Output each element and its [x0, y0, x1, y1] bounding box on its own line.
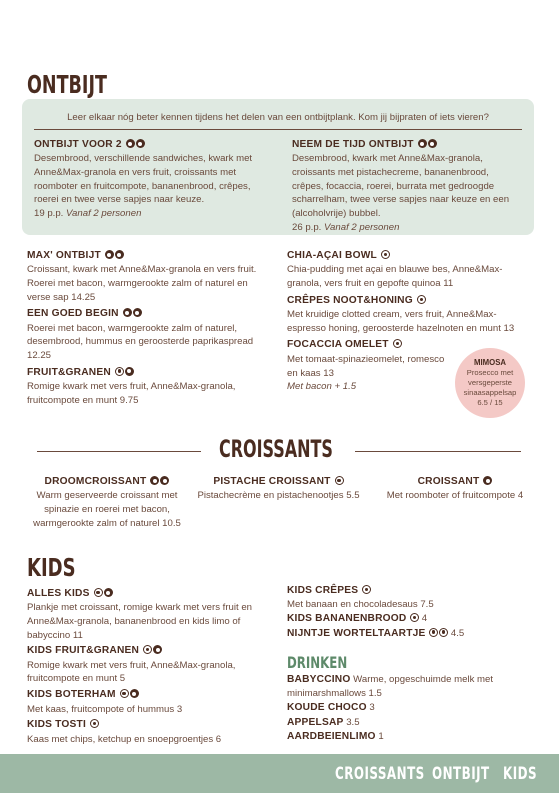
- vegetarian-icon: [90, 719, 99, 728]
- item-text: Met banaan en chocoladesaus 7.5: [287, 599, 434, 611]
- vegan-icon: [335, 476, 344, 485]
- item-price: 1: [378, 731, 384, 743]
- item-text: Romige kwark met vers fruit, Anne&Max-granola, fruitcompote en munt 9.75: [27, 381, 236, 406]
- vegan-icon: [104, 588, 113, 597]
- kids-right-column: [287, 584, 525, 641]
- item-title: DROOMCROISSANT: [44, 476, 147, 487]
- vegan-icon: [428, 139, 437, 148]
- item-price: 3: [369, 702, 375, 714]
- footer-nav: [0, 754, 559, 793]
- vegetarian-icon: [123, 308, 132, 317]
- item-text: Pistachecrème en pistachenootjes 5.5: [197, 490, 360, 502]
- item-price: 4.5: [450, 627, 465, 639]
- item-title: CROISSANT: [417, 476, 480, 487]
- vegan-icon: [160, 476, 169, 485]
- mimosa-price: 6.5 / 15: [477, 397, 503, 407]
- item-text: Kaas met chips, ketchup en snoepgroentjes 6: [27, 733, 222, 745]
- vegetarian-icon: [125, 367, 134, 376]
- croissants-rule-left: [37, 451, 201, 452]
- item-title: FOCACCIA OMELET: [287, 339, 389, 351]
- footer-link-croissants[interactable]: CROISSANTS: [335, 764, 425, 784]
- item-title: KIDS BANANENBROOD: [287, 613, 407, 625]
- footer-link-kids[interactable]: KIDS: [503, 764, 538, 784]
- item-title: ALLES KIDS: [27, 588, 90, 599]
- vegetarian-icon: [418, 139, 427, 148]
- ontbijt-heading: ONTBIJT: [27, 70, 107, 99]
- item-text: Roerei met bacon, warmgerookte zalm of naturel, desembrood, hummus en geroosterde paprikaspread 12.25: [27, 322, 254, 362]
- item-title: EEN GOED BEGIN: [27, 308, 119, 320]
- croissant-item-droom: [22, 475, 192, 530]
- item-title: CHIA-AÇAI BOWL: [287, 250, 377, 261]
- platter-divider: [34, 129, 522, 130]
- item-extra: Met bacon + 1.5: [287, 381, 357, 393]
- platter-title: NEEM DE TIJD ONTBIJT: [292, 139, 414, 150]
- vegan-icon: [130, 689, 139, 698]
- item-title: APPELSAP: [287, 716, 344, 728]
- vegan-icon: [483, 476, 492, 485]
- vegan-icon: [115, 250, 124, 259]
- item-title: AARDBEIENLIMO: [287, 731, 376, 743]
- platter-neem-de-tijd: [292, 138, 522, 234]
- gluten-free-icon: [143, 645, 152, 654]
- vegan-icon: [381, 250, 390, 259]
- vegetarian-icon: [150, 476, 159, 485]
- vegan-icon: [136, 139, 145, 148]
- item-title: MAX' ONTBIJT: [27, 250, 101, 261]
- item-text: Met kaas, fruitcompote of hummus 3: [27, 703, 183, 715]
- item-title: FRUIT&GRANEN: [27, 366, 111, 378]
- platter-ontbijt-voor-2: [34, 138, 266, 221]
- item-text: Croissant, kwark met Anne&Max-granola en vers fruit. Roerei met bacon, warmgerookte zalm of naturel en verse sap 14.25: [27, 264, 257, 303]
- vegetarian-icon: [94, 588, 103, 597]
- item-text: Met roomboter of fruitcompote 4: [386, 490, 524, 502]
- item-title: KIDS BOTERHAM: [27, 689, 116, 701]
- vegan-icon: [410, 613, 419, 622]
- item-text: Warm geserveerde croissant met spinazie en roerei met bacon, warmgerookte zalm of naturel 10.5: [33, 490, 181, 529]
- vegetarian-icon: [393, 339, 402, 348]
- vegetarian-icon: [362, 585, 371, 594]
- platter-text: Desembrood, verschillende sandwiches, kwark met Anne&Max-granola en vers fruit, croissants met roomboter en fruitcompote, bananenbrood, crêpes, roerei en twee verse sapjes naar keuze.: [34, 153, 253, 206]
- item-title: KIDS CRÊPES: [287, 585, 359, 596]
- item-title: KOUDE CHOCO: [287, 702, 367, 714]
- item-text: Met kruidige clotted cream, vers fruit, Anne&Max-espresso honing, geroosterde hazelnoten en munt 13: [287, 309, 515, 334]
- platter-price: 26 p.p.: [292, 221, 322, 233]
- vegan-icon: [133, 308, 142, 317]
- vegetarian-icon: [105, 250, 114, 259]
- vegan-icon: [429, 628, 438, 637]
- mimosa-title: MIMOSA: [473, 358, 507, 367]
- item-title: BABYCCINO: [287, 674, 351, 685]
- drinken-list: [287, 673, 527, 745]
- kids-heading: KIDS: [27, 553, 76, 582]
- lactose-free-icon: [439, 628, 448, 637]
- item-title: KIDS FRUIT&GRANEN: [27, 645, 140, 657]
- croissants-rule-right: [355, 451, 521, 452]
- platter-note: Vanaf 2 personen: [66, 207, 142, 219]
- ontbijt-left-column: [27, 249, 263, 407]
- vegetarian-icon: [120, 689, 129, 698]
- platter-note: Vanaf 2 personen: [324, 221, 400, 233]
- item-text: Warme, opgeschuimde melk met minimarshmallows 1.5: [287, 674, 494, 700]
- item-price: 4: [421, 613, 428, 625]
- kids-left-column: [27, 587, 265, 746]
- vegan-icon: [153, 645, 162, 654]
- croissant-item-pistache: [196, 475, 361, 503]
- platter-title: ONTBIJT VOOR 2: [34, 139, 122, 150]
- item-text: Plankje met croissant, romige kwark met vers fruit en Anne&Max-granola, bananenbrood en kids limo of babyccino 11: [27, 602, 252, 641]
- platter-text: Desembrood, kwark met Anne&Max-granola, croissants met pistachecreme, bananenbrood, crêpes, focaccia, roerei, burrata met gedroogde scharrelham, twee verse sapjes naar keuze en een (alcoholvrije) bubbel.: [292, 153, 510, 219]
- item-title: KIDS TOSTI: [27, 719, 86, 731]
- item-title: NIJNTJE WORTELTAARTJE: [287, 627, 426, 639]
- mimosa-badge: [455, 348, 525, 418]
- drinken-heading: DRINKEN: [287, 653, 348, 672]
- vegetarian-icon: [417, 295, 426, 304]
- croissant-item-plain: [370, 475, 540, 503]
- mimosa-text: Prosecco met versgeperste sinaasappelsap: [463, 368, 517, 397]
- item-title: CRÊPES NOOT&HONING: [287, 294, 413, 306]
- item-text: Chia-pudding met açai en blauwe bes, Anne&Max-granola, vers fruit en gepofte quinoa 11: [287, 264, 503, 290]
- platter-price: 19 p.p.: [34, 207, 64, 219]
- gluten-free-icon: [115, 367, 124, 376]
- item-title: PISTACHE CROISSANT: [213, 476, 331, 487]
- vegetarian-icon: [126, 139, 135, 148]
- platter-intro: Leer elkaar nóg beter kennen tijdens het delen van een ontbijtplank. Kom jij bijpraten of iets vieren?: [67, 112, 489, 123]
- item-text: Met tomaat-spinazieomelet, romesco en kaas 13: [287, 353, 445, 379]
- item-text: Romige kwark met vers fruit, Anne&Max-granola, fruitcompote en munt 5: [27, 659, 236, 685]
- croissants-heading: CROISSANTS: [219, 435, 333, 463]
- footer-link-ontbijt[interactable]: ONTBIJT: [432, 764, 490, 784]
- item-price: 3.5: [346, 716, 360, 728]
